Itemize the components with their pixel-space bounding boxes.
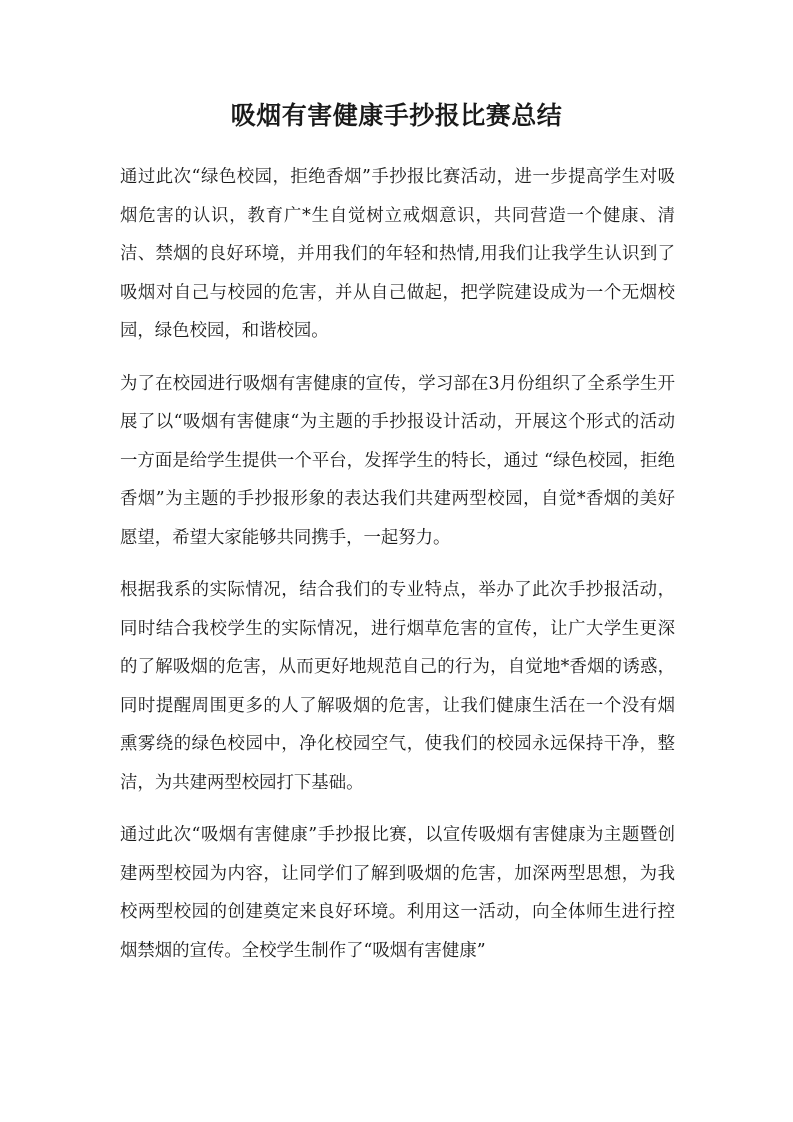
document-body xyxy=(120,158,675,984)
paragraph-4: 通过此次“吸烟有害健康”手抄报比赛，以宣传吸烟有害健康为主题暨创建两型校园为内容，让同学们了解到吸烟的危害，加深两型思想，为我校两型校园的创建奠定来良好环境。利用这一活动，向全体师生进行控烟禁烟的宣传。全校学生制作了“吸烟有害健康” xyxy=(120,825,675,961)
paragraph-3: 根据我系的实际情况，结合我们的专业特点，举办了此次手抄报活动，同时结合我校学生的实际情况，进行烟草危害的宣传，让广大学生更深的了解吸烟的危害，从而更好地规范自己的行为，自觉地*香烟的诱惑，同时提醒周围更多的人了解吸烟的危害，让我们健康生活在一个没有烟熏雾绕的绿色校园中，净化校园空气，使我们的校园永远保持干净，整洁，为共建两型校园打下基础。 xyxy=(120,580,675,793)
document-title: 吸烟有害健康手抄报比赛总结 xyxy=(230,101,563,130)
paragraph-2: 为了在校园进行吸烟有害健康的宣传，学习部在3月份组织了全系学生开展了以“吸烟有害健康“为主题的手抄报设计活动，开展这个形式的活动一方面是给学生提供一个平台，发挥学生的特长，通过 “绿色校园，拒绝香烟”为主题的手抄报形象的表达我们共建两型校园，自觉*香烟的美好愿望，希望大家能够共同携手，一起努力。 xyxy=(120,373,675,548)
paragraph-1: 通过此次“绿色校园，拒绝香烟”手抄报比赛活动，进一步提高学生对吸烟危害的认识，教育广*生自觉树立戒烟意识，共同营造一个健康、清洁、禁烟的良好环境，并用我们的年轻和热情,用我们让我学生认识到了吸烟对自己与校园的危害，并从自己做起，把学院建设成为一个无烟校园，绿色校园，和谐校园。 xyxy=(120,167,675,341)
